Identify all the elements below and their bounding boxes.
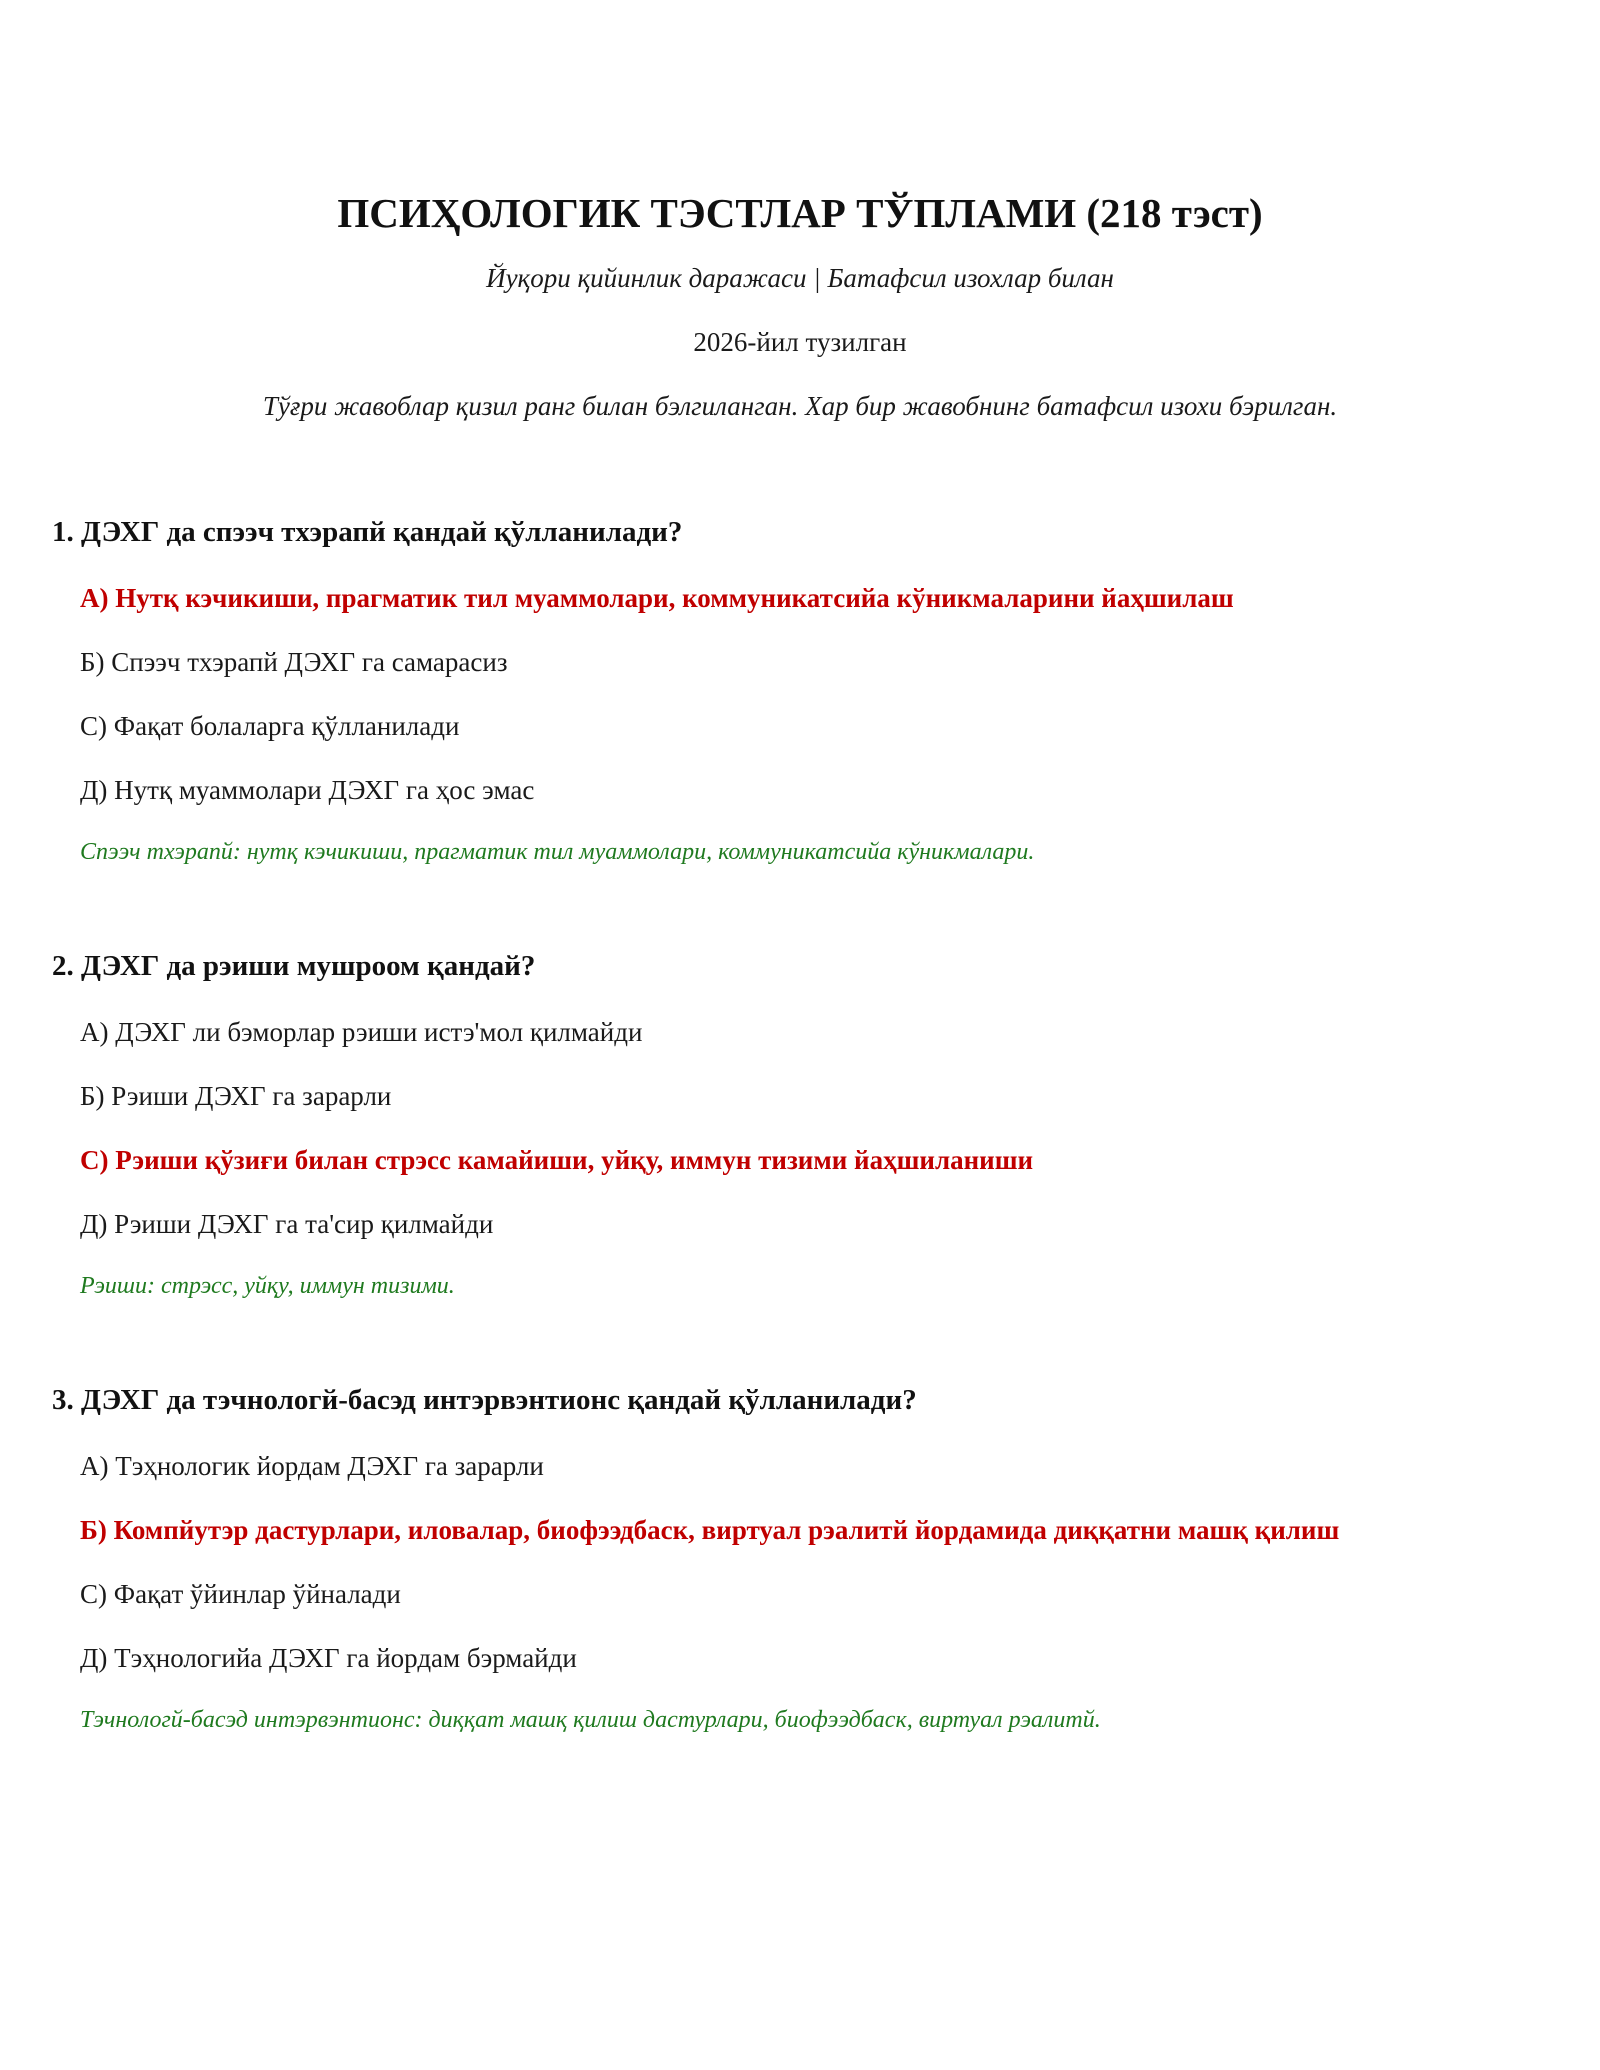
answer-option: Д) Нутқ муаммолари ДЭХГ га ҳос эмас	[80, 775, 535, 805]
answer-option: Д) Рэиши ДЭХГ га та'сир қилмайди	[80, 1209, 494, 1239]
answer-key-note: Тўғри жавоблар қизил ранг билан бэлгиланган. Хар бир жавобнинг батафсил изохи бэрилган.	[262, 391, 1338, 421]
answer-explanation: Рэиши: стрэсс, уйқу, иммун тизими.	[80, 1273, 455, 1299]
question-text: 3. ДЭХГ да тэчнологй-басэд интэрвэнтионс қандай қўлланилади?	[52, 1384, 917, 1416]
question-list	[52, 512, 1548, 1738]
document-subtitle: Йуқори қийинлик даражаси | Батафсил изохлар билан	[486, 263, 1114, 293]
answer-option-correct: А) Нутқ кэчикиши, прагматик тил муаммолари, коммуникатсийа кўникмаларини йаҳшилаш	[80, 583, 1234, 613]
question-item	[52, 512, 1548, 870]
answer-explanation: Спээч тхэрапй: нутқ кэчикиши, прагматик тил муаммолари, коммуникатсийа кўникмалари.	[80, 839, 1035, 865]
answer-option: Б) Спээч тхэрапй ДЭХГ га самарасиз	[80, 647, 508, 677]
answer-option: А) ДЭХГ ли бэморлар рэиши истэ'мол қилмайди	[80, 1017, 643, 1047]
answer-option: А) Тэҳнологик йордам ДЭХГ га зарарли	[80, 1451, 544, 1481]
question-text: 2. ДЭХГ да рэиши мушроом қандай?	[52, 950, 536, 982]
document-header	[52, 0, 1548, 426]
answer-explanation: Тэчнологй-басэд интэрвэнтионс: диққат машқ қилиш дастурлари, биофээдбаск, виртуал рэалитй.	[80, 1707, 1101, 1733]
document-title: ПСИҲОЛОГИК ТЭСТЛАР ТЎПЛАМИ (218 тэст)	[337, 190, 1263, 236]
question-item	[52, 946, 1548, 1304]
answer-option-correct: Б) Компйутэр дастурлари, иловалар, биофээдбаск, виртуал рэалитй йордамида диққатни машқ қилиш	[80, 1515, 1340, 1545]
answer-option: С) Фақат ўйинлар ўйналади	[80, 1579, 401, 1609]
year-line: 2026-йил тузилган	[693, 327, 907, 357]
answer-option-correct: С) Рэиши қўзиғи билан стрэсс камайиши, уйқу, иммун тизими йаҳшиланиши	[80, 1145, 1034, 1175]
answer-option: Б) Рэиши ДЭХГ га зарарли	[80, 1081, 392, 1111]
question-text: 1. ДЭХГ да спээч тхэрапй қандай қўлланилади?	[52, 516, 683, 548]
answer-option: Д) Тэҳнологийа ДЭХГ га йордам бэрмайди	[80, 1643, 577, 1673]
question-item	[52, 1380, 1548, 1738]
answer-option: С) Фақат болаларга қўлланилади	[80, 711, 460, 741]
